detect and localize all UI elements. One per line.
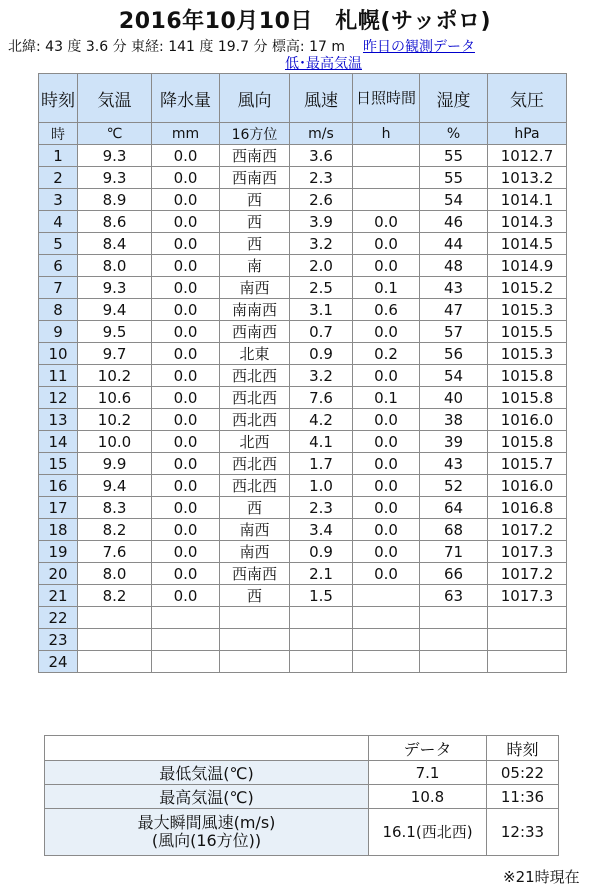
header-sunshine: 日照時間 xyxy=(353,74,420,123)
cell-hour: 5 xyxy=(39,233,78,255)
cell-precipitation: 0.0 xyxy=(152,167,220,189)
table-row xyxy=(39,321,567,343)
cell-sunshine: 0.1 xyxy=(353,387,420,409)
cell-wind-speed: 4.1 xyxy=(290,431,353,453)
cell-temperature: 10.6 xyxy=(78,387,152,409)
cell-temperature: 9.3 xyxy=(78,167,152,189)
cell-wind-direction: 西南西 xyxy=(220,167,290,189)
cell-wind-speed: 3.2 xyxy=(290,365,353,387)
cell-wind-direction: 西南西 xyxy=(220,145,290,167)
cell-temperature: 10.2 xyxy=(78,409,152,431)
cell-wind-direction xyxy=(220,607,290,629)
cell-pressure: 1017.3 xyxy=(488,585,567,607)
cell-temperature: 9.3 xyxy=(78,277,152,299)
unit-pressure: hPa xyxy=(488,123,567,145)
table-row xyxy=(39,431,567,453)
cell-sunshine: 0.0 xyxy=(353,563,420,585)
cell-wind-speed: 0.9 xyxy=(290,541,353,563)
table-row xyxy=(39,211,567,233)
cell-precipitation: 0.0 xyxy=(152,277,220,299)
cell-humidity: 64 xyxy=(420,497,488,519)
cell-pressure: 1014.5 xyxy=(488,233,567,255)
cell-pressure: 1016.0 xyxy=(488,475,567,497)
cell-humidity: 44 xyxy=(420,233,488,255)
cell-precipitation: 0.0 xyxy=(152,585,220,607)
cell-temperature: 8.3 xyxy=(78,497,152,519)
cell-precipitation: 0.0 xyxy=(152,409,220,431)
summary-value: 7.1 xyxy=(369,761,487,785)
cell-humidity xyxy=(420,629,488,651)
table-row xyxy=(39,475,567,497)
cell-wind-direction: 西北西 xyxy=(220,475,290,497)
summary-table xyxy=(44,735,559,856)
cell-hour: 21 xyxy=(39,585,78,607)
cell-humidity: 43 xyxy=(420,277,488,299)
cell-sunshine: 0.0 xyxy=(353,255,420,277)
cell-precipitation: 0.0 xyxy=(152,321,220,343)
cell-sunshine: 0.0 xyxy=(353,431,420,453)
cell-hour: 22 xyxy=(39,607,78,629)
cell-humidity: 54 xyxy=(420,365,488,387)
cell-precipitation: 0.0 xyxy=(152,563,220,585)
cell-hour: 19 xyxy=(39,541,78,563)
cell-wind-direction: 南西 xyxy=(220,277,290,299)
cell-hour: 6 xyxy=(39,255,78,277)
cell-wind-speed: 2.0 xyxy=(290,255,353,277)
cell-wind-speed xyxy=(290,651,353,673)
cell-wind-speed xyxy=(290,607,353,629)
table-row xyxy=(39,497,567,519)
table-row xyxy=(39,541,567,563)
cell-humidity: 46 xyxy=(420,211,488,233)
table-row xyxy=(39,409,567,431)
cell-temperature: 10.0 xyxy=(78,431,152,453)
cell-sunshine xyxy=(353,585,420,607)
cell-humidity: 63 xyxy=(420,585,488,607)
unit-temperature: ℃ xyxy=(78,123,152,145)
station-info xyxy=(8,36,475,56)
cell-temperature: 10.2 xyxy=(78,365,152,387)
cell-wind-direction: 北東 xyxy=(220,343,290,365)
cell-sunshine xyxy=(353,629,420,651)
cell-humidity: 43 xyxy=(420,453,488,475)
cell-wind-speed: 4.2 xyxy=(290,409,353,431)
cell-wind-direction: 南西 xyxy=(220,519,290,541)
cell-wind-speed: 1.7 xyxy=(290,453,353,475)
cell-wind-direction: 西北西 xyxy=(220,453,290,475)
cell-hour: 3 xyxy=(39,189,78,211)
table-row xyxy=(39,167,567,189)
table-row xyxy=(39,255,567,277)
cell-sunshine: 0.6 xyxy=(353,299,420,321)
unit-wind-speed: m/s xyxy=(290,123,353,145)
cell-precipitation: 0.0 xyxy=(152,365,220,387)
cell-sunshine: 0.2 xyxy=(353,343,420,365)
cell-hour: 10 xyxy=(39,343,78,365)
cell-wind-speed: 2.3 xyxy=(290,497,353,519)
summary-time: 12:33 xyxy=(487,809,559,856)
table-row xyxy=(39,189,567,211)
table-row xyxy=(39,233,567,255)
cell-precipitation: 0.0 xyxy=(152,189,220,211)
cell-pressure: 1015.8 xyxy=(488,387,567,409)
cell-wind-direction: 南南西 xyxy=(220,299,290,321)
cell-humidity: 56 xyxy=(420,343,488,365)
cell-wind-direction: 西北西 xyxy=(220,409,290,431)
cell-wind-speed: 2.3 xyxy=(290,167,353,189)
hourly-observation-table xyxy=(38,73,567,673)
cell-hour: 1 xyxy=(39,145,78,167)
cell-humidity: 57 xyxy=(420,321,488,343)
cell-sunshine: 0.0 xyxy=(353,497,420,519)
cell-sunshine xyxy=(353,145,420,167)
cell-humidity: 47 xyxy=(420,299,488,321)
cell-hour: 20 xyxy=(39,563,78,585)
table-row xyxy=(39,277,567,299)
table-units-row xyxy=(39,123,567,145)
cell-wind-speed: 1.5 xyxy=(290,585,353,607)
table-row xyxy=(39,519,567,541)
table-row xyxy=(39,651,567,673)
cell-wind-speed: 3.9 xyxy=(290,211,353,233)
cell-hour: 18 xyxy=(39,519,78,541)
cell-temperature: 9.4 xyxy=(78,299,152,321)
cell-sunshine: 0.0 xyxy=(353,541,420,563)
cell-wind-speed: 3.4 xyxy=(290,519,353,541)
header-wind-speed: 風速 xyxy=(290,74,353,123)
unit-sunshine: h xyxy=(353,123,420,145)
cell-wind-speed xyxy=(290,629,353,651)
cell-pressure: 1014.3 xyxy=(488,211,567,233)
cell-humidity: 39 xyxy=(420,431,488,453)
summary-header-time: 時刻 xyxy=(487,736,559,761)
cell-hour: 13 xyxy=(39,409,78,431)
cell-humidity xyxy=(420,651,488,673)
cell-wind-direction: 西北西 xyxy=(220,387,290,409)
cell-hour: 12 xyxy=(39,387,78,409)
cell-pressure: 1015.7 xyxy=(488,453,567,475)
unit-hour: 時 xyxy=(39,123,78,145)
cell-wind-speed: 7.6 xyxy=(290,387,353,409)
cell-temperature: 8.6 xyxy=(78,211,152,233)
cell-pressure xyxy=(488,651,567,673)
cell-hour: 14 xyxy=(39,431,78,453)
cell-wind-direction: 西 xyxy=(220,189,290,211)
cell-precipitation: 0.0 xyxy=(152,233,220,255)
table-row xyxy=(39,585,567,607)
cell-hour: 24 xyxy=(39,651,78,673)
cell-precipitation xyxy=(152,629,220,651)
cell-humidity: 40 xyxy=(420,387,488,409)
cell-wind-direction xyxy=(220,629,290,651)
cell-precipitation: 0.0 xyxy=(152,431,220,453)
cell-wind-speed: 1.0 xyxy=(290,475,353,497)
unit-precipitation: mm xyxy=(152,123,220,145)
cell-humidity: 66 xyxy=(420,563,488,585)
cell-temperature: 7.6 xyxy=(78,541,152,563)
cell-wind-direction: 南西 xyxy=(220,541,290,563)
cell-pressure: 1017.2 xyxy=(488,563,567,585)
cell-humidity: 52 xyxy=(420,475,488,497)
header-precipitation: 降水量 xyxy=(152,74,220,123)
cell-humidity: 54 xyxy=(420,189,488,211)
unit-humidity: % xyxy=(420,123,488,145)
cell-precipitation: 0.0 xyxy=(152,497,220,519)
table-row xyxy=(39,387,567,409)
page-title: 2016年10月10日 札幌(サッポロ) xyxy=(118,9,492,34)
summary-time: 05:22 xyxy=(487,761,559,785)
cell-wind-direction: 南 xyxy=(220,255,290,277)
table-header-row xyxy=(39,74,567,123)
table-row xyxy=(39,607,567,629)
cell-wind-direction: 西南西 xyxy=(220,321,290,343)
cell-wind-direction: 西南西 xyxy=(220,563,290,585)
cell-sunshine: 0.0 xyxy=(353,365,420,387)
cell-humidity: 68 xyxy=(420,519,488,541)
cell-temperature: 8.2 xyxy=(78,519,152,541)
summary-row-max-gust xyxy=(45,809,559,856)
cell-hour: 9 xyxy=(39,321,78,343)
cell-pressure: 1015.3 xyxy=(488,299,567,321)
cell-temperature xyxy=(78,607,152,629)
as-of-note: ※21時現在 xyxy=(503,868,580,886)
cell-pressure: 1012.7 xyxy=(488,145,567,167)
cell-pressure xyxy=(488,629,567,651)
table-row xyxy=(39,629,567,651)
table-row xyxy=(39,453,567,475)
summary-header-blank xyxy=(45,736,369,761)
cell-pressure: 1015.8 xyxy=(488,365,567,387)
table-row xyxy=(39,343,567,365)
table-row xyxy=(39,365,567,387)
cell-temperature xyxy=(78,651,152,673)
table-row xyxy=(39,145,567,167)
cell-precipitation: 0.0 xyxy=(152,475,220,497)
cell-hour: 8 xyxy=(39,299,78,321)
header-humidity: 湿度 xyxy=(420,74,488,123)
cell-humidity: 55 xyxy=(420,145,488,167)
header-temperature: 気温 xyxy=(78,74,152,123)
cell-wind-direction: 西 xyxy=(220,497,290,519)
cell-hour: 4 xyxy=(39,211,78,233)
cell-pressure: 1015.8 xyxy=(488,431,567,453)
cell-pressure: 1017.3 xyxy=(488,541,567,563)
cell-humidity: 48 xyxy=(420,255,488,277)
cell-sunshine xyxy=(353,651,420,673)
cell-precipitation: 0.0 xyxy=(152,145,220,167)
table-body xyxy=(39,145,567,673)
cell-wind-speed: 0.7 xyxy=(290,321,353,343)
cell-wind-direction: 西北西 xyxy=(220,365,290,387)
cell-sunshine: 0.0 xyxy=(353,211,420,233)
cell-temperature: 8.0 xyxy=(78,255,152,277)
cell-wind-speed: 0.9 xyxy=(290,343,353,365)
cell-temperature xyxy=(78,629,152,651)
cell-precipitation: 0.0 xyxy=(152,211,220,233)
cell-pressure: 1015.2 xyxy=(488,277,567,299)
cell-pressure: 1016.8 xyxy=(488,497,567,519)
cell-sunshine: 0.0 xyxy=(353,453,420,475)
cell-hour: 16 xyxy=(39,475,78,497)
cell-wind-speed: 3.2 xyxy=(290,233,353,255)
cell-precipitation: 0.0 xyxy=(152,255,220,277)
cell-hour: 23 xyxy=(39,629,78,651)
cell-wind-direction: 西 xyxy=(220,211,290,233)
cell-wind-speed: 2.5 xyxy=(290,277,353,299)
header-pressure: 気圧 xyxy=(488,74,567,123)
cell-precipitation: 0.0 xyxy=(152,343,220,365)
cell-pressure: 1017.2 xyxy=(488,519,567,541)
cell-pressure: 1014.9 xyxy=(488,255,567,277)
summary-label: 最高気温(℃) xyxy=(45,785,369,809)
cell-precipitation: 0.0 xyxy=(152,453,220,475)
cell-hour: 7 xyxy=(39,277,78,299)
cell-sunshine: 0.0 xyxy=(353,409,420,431)
table-row xyxy=(39,563,567,585)
summary-header-row xyxy=(45,736,559,761)
unit-wind-direction: 16方位 xyxy=(220,123,290,145)
cell-wind-speed: 2.1 xyxy=(290,563,353,585)
table-row xyxy=(39,299,567,321)
summary-value: 10.8 xyxy=(369,785,487,809)
cell-pressure: 1014.1 xyxy=(488,189,567,211)
cell-wind-speed: 2.6 xyxy=(290,189,353,211)
cell-pressure: 1016.0 xyxy=(488,409,567,431)
cell-temperature: 9.3 xyxy=(78,145,152,167)
cell-wind-direction xyxy=(220,651,290,673)
cell-pressure: 1015.5 xyxy=(488,321,567,343)
cell-wind-speed: 3.1 xyxy=(290,299,353,321)
cell-temperature: 8.4 xyxy=(78,233,152,255)
summary-row-max-temp xyxy=(45,785,559,809)
summary-value: 16.1(西北西) xyxy=(369,809,487,856)
coordinates-text: 北緯: 43 度 3.6 分 東経: 141 度 19.7 分 標高: 17 m xyxy=(8,39,345,55)
cell-sunshine: 0.0 xyxy=(353,321,420,343)
cell-hour: 17 xyxy=(39,497,78,519)
cell-temperature: 9.7 xyxy=(78,343,152,365)
header-wind-direction: 風向 xyxy=(220,74,290,123)
cell-sunshine xyxy=(353,607,420,629)
cell-hour: 15 xyxy=(39,453,78,475)
summary-time: 11:36 xyxy=(487,785,559,809)
cell-temperature: 9.9 xyxy=(78,453,152,475)
cell-precipitation: 0.0 xyxy=(152,519,220,541)
summary-label: 最低気温(℃) xyxy=(45,761,369,785)
cell-sunshine: 0.0 xyxy=(353,475,420,497)
cell-wind-direction: 西 xyxy=(220,585,290,607)
cell-temperature: 9.5 xyxy=(78,321,152,343)
cell-precipitation xyxy=(152,607,220,629)
cell-hour: 11 xyxy=(39,365,78,387)
cell-sunshine xyxy=(353,167,420,189)
cell-sunshine: 0.0 xyxy=(353,519,420,541)
cell-wind-speed: 3.6 xyxy=(290,145,353,167)
cell-pressure: 1013.2 xyxy=(488,167,567,189)
cell-sunshine xyxy=(353,189,420,211)
header-hour: 時刻 xyxy=(39,74,78,123)
cell-wind-direction: 西 xyxy=(220,233,290,255)
cell-humidity: 71 xyxy=(420,541,488,563)
cell-precipitation: 0.0 xyxy=(152,387,220,409)
cell-wind-direction: 北西 xyxy=(220,431,290,453)
cell-temperature: 8.2 xyxy=(78,585,152,607)
cell-pressure xyxy=(488,607,567,629)
yesterday-data-link[interactable]: 昨日の観測データ xyxy=(362,39,475,55)
cell-humidity: 55 xyxy=(420,167,488,189)
summary-label: 最大瞬間風速(m/s) (風向(16方位)) xyxy=(45,809,369,856)
summary-row-min-temp xyxy=(45,761,559,785)
cell-temperature: 9.4 xyxy=(78,475,152,497)
cell-precipitation: 0.0 xyxy=(152,299,220,321)
cell-pressure: 1015.3 xyxy=(488,343,567,365)
cell-temperature: 8.9 xyxy=(78,189,152,211)
cell-precipitation: 0.0 xyxy=(152,541,220,563)
cell-humidity: 38 xyxy=(420,409,488,431)
cell-sunshine: 0.1 xyxy=(353,277,420,299)
cell-hour: 2 xyxy=(39,167,78,189)
min-max-temp-link[interactable]: 低･最高気温 xyxy=(285,56,362,72)
cell-temperature: 8.0 xyxy=(78,563,152,585)
cell-sunshine: 0.0 xyxy=(353,233,420,255)
cell-precipitation xyxy=(152,651,220,673)
summary-header-data: データ xyxy=(369,736,487,761)
cell-humidity xyxy=(420,607,488,629)
